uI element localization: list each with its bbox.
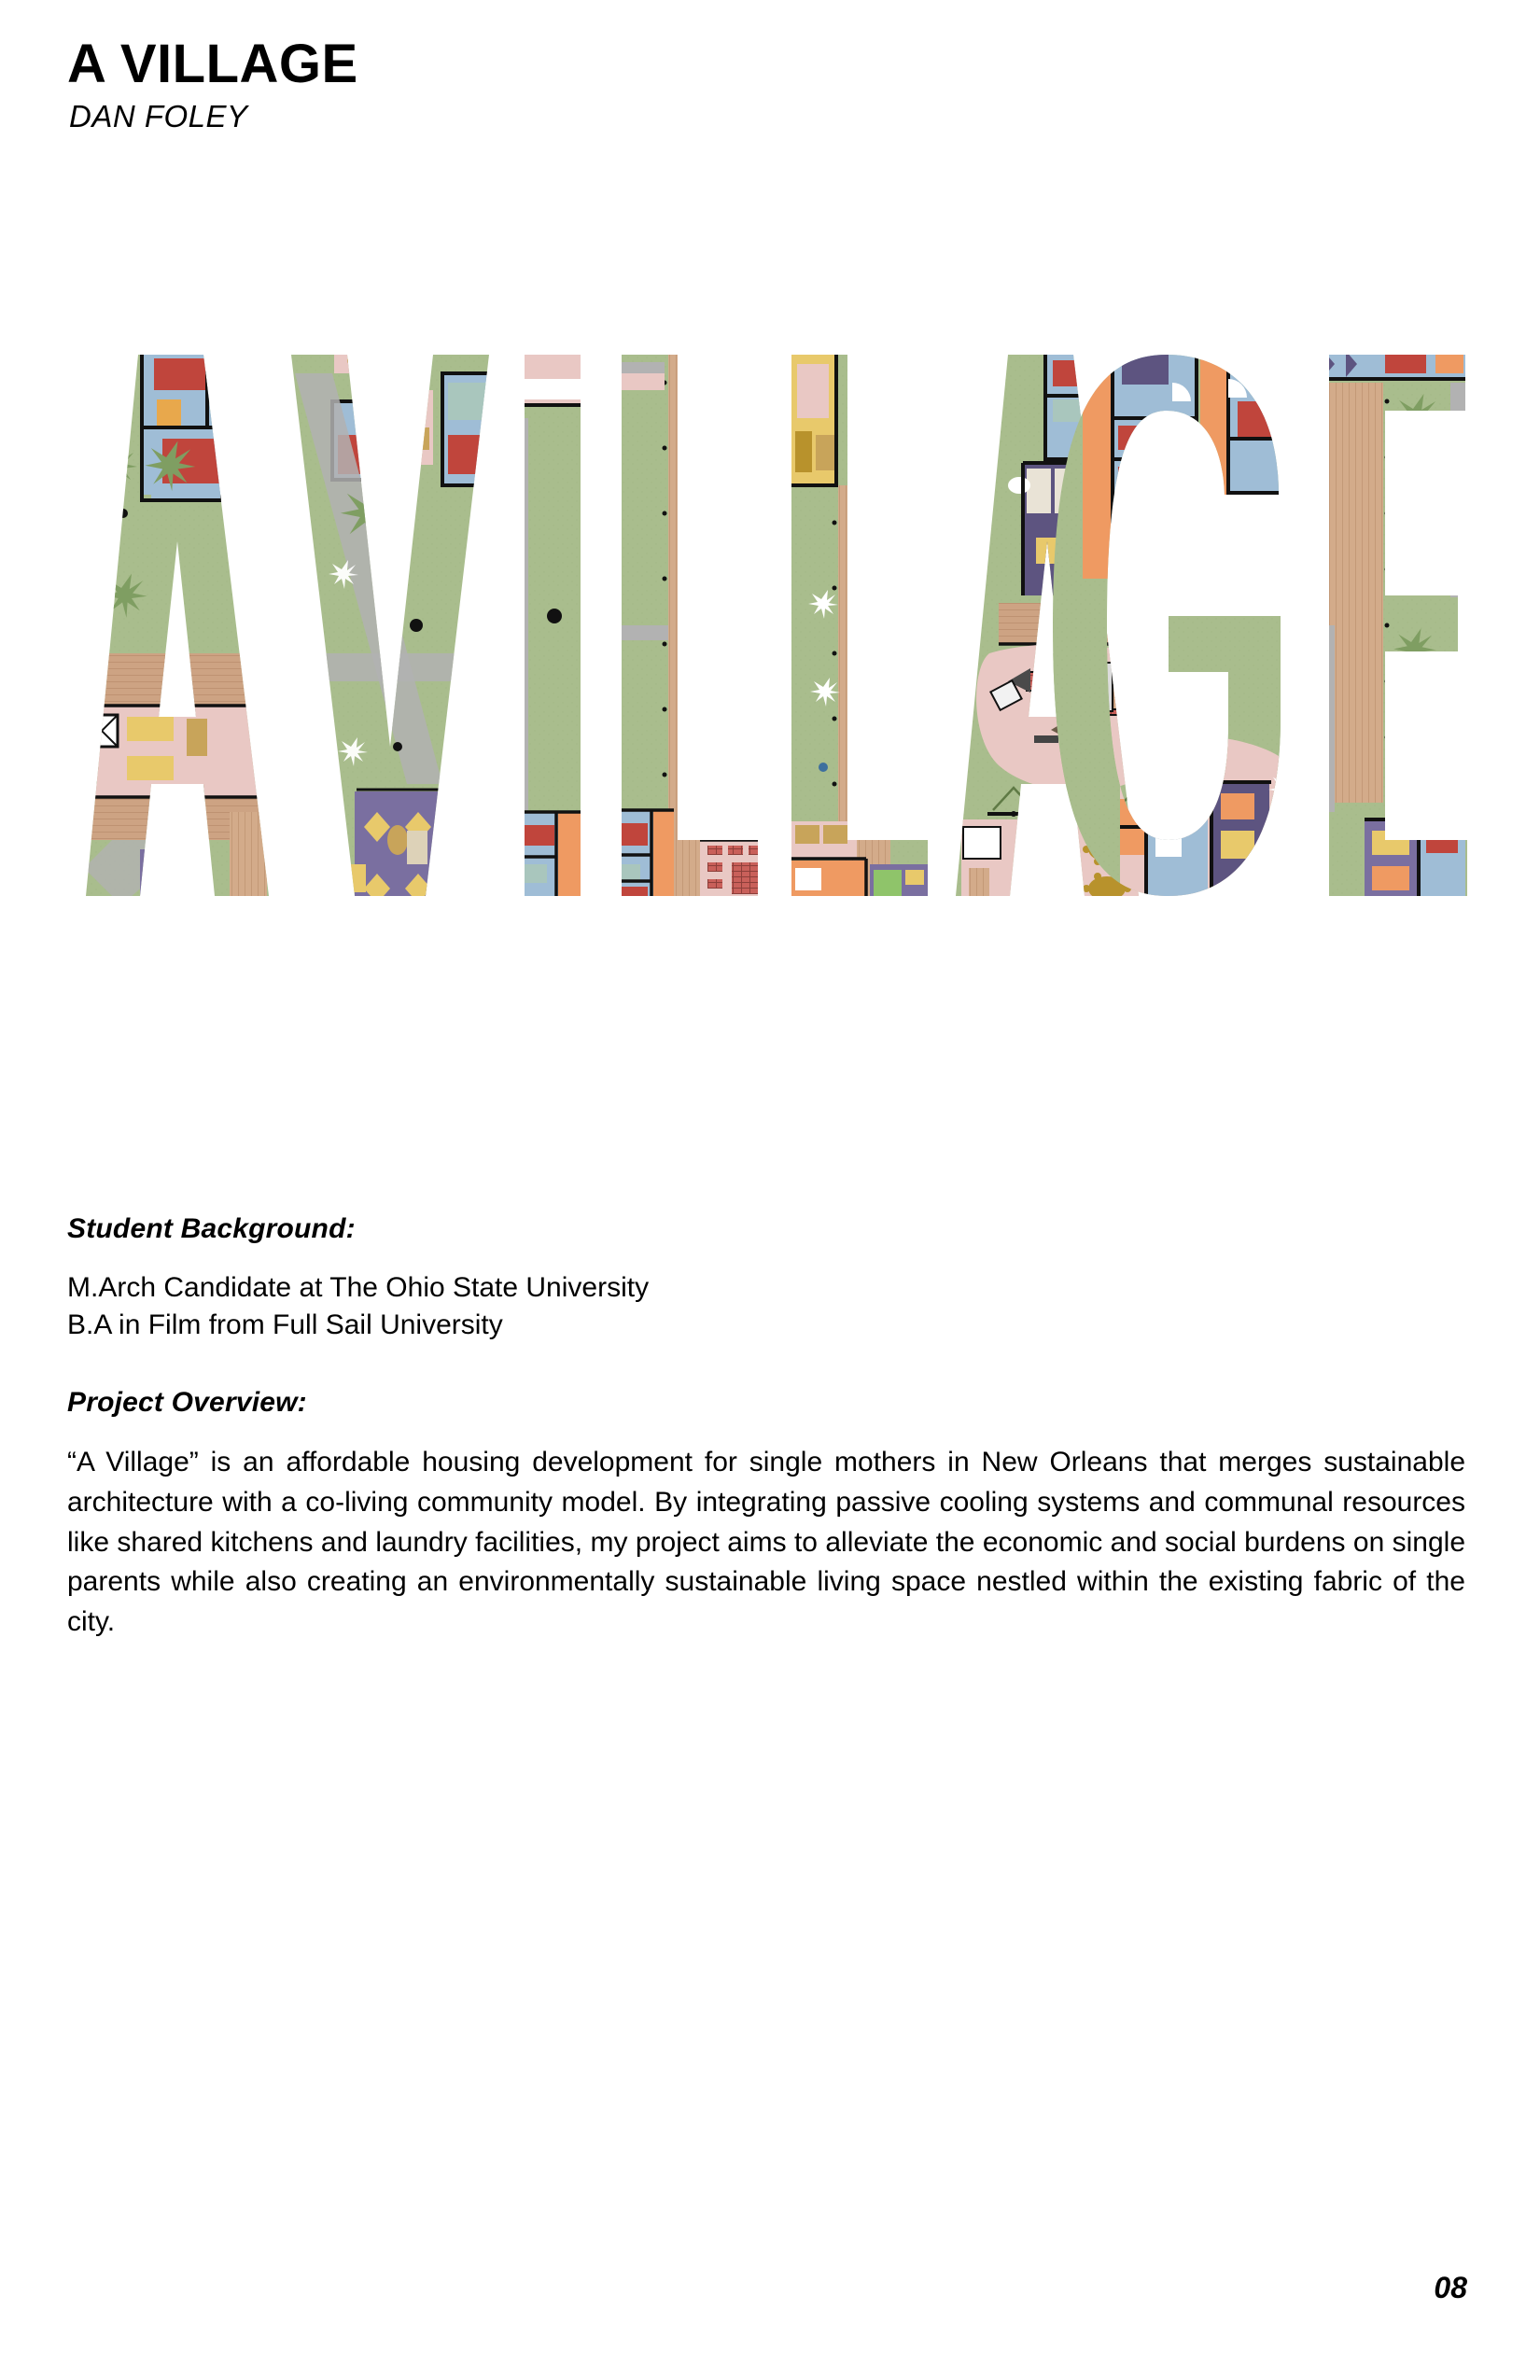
page-number: 08: [1434, 2271, 1467, 2304]
letter-E: [1312, 345, 1475, 905]
letter-G: [1036, 345, 1307, 905]
student-background-line-2: B.A in Film from Full Sail University: [67, 1309, 503, 1341]
project-overview-body: “A Village” is an affordable housing development for single mothers in New Orleans that merges sustainable architecture with a co-living community model. By integrating passive cooling systems and communal resources like shared kitchens and laundry facilities, my project aims to alleviate the economic and social burdens on single parents while also creating an environmentally sustainable living space nestled within the existing fabric of the city.: [67, 1447, 1465, 1637]
student-background-line-1: M.Arch Candidate at The Ohio State University: [67, 1272, 650, 1303]
letter-L-first: [607, 345, 793, 905]
letter-I: [513, 345, 597, 905]
village-typography-graphic: [65, 345, 1475, 905]
page-content: [67, 1213, 1465, 1642]
page-header: [67, 34, 358, 133]
author-name: DAN FOLEY: [69, 99, 248, 133]
letter-A-first: [65, 345, 308, 905]
project-overview-heading: Project Overview:: [67, 1387, 307, 1419]
page-title: A VILLAGE: [67, 34, 358, 94]
letter-L-second: [775, 345, 943, 905]
village-letters-artwork: [65, 345, 1475, 905]
letter-V: [271, 345, 513, 905]
student-background-heading: Student Background:: [67, 1213, 356, 1244]
